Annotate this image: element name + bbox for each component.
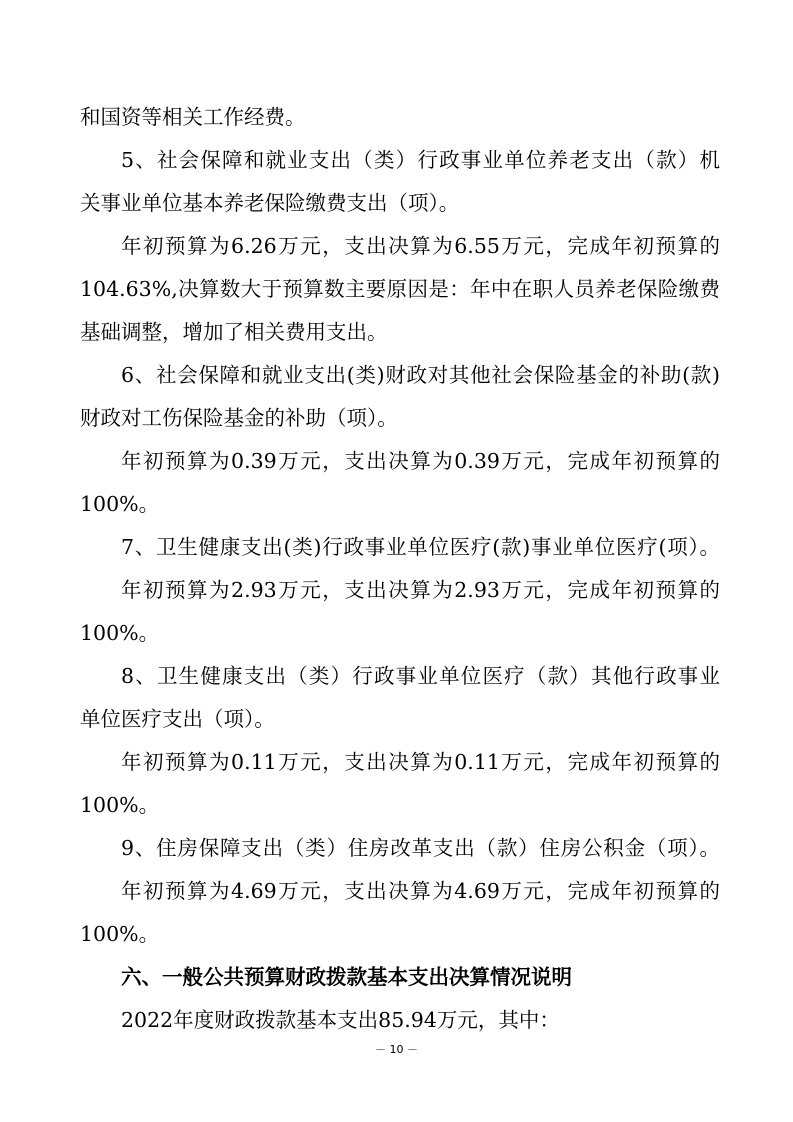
item-6-title-line-1: 6、社会保障和就业支出(类)财政对其他社会保险基金的补助(款): [121, 363, 720, 387]
item-7-budget-line-2: 100%。: [80, 621, 160, 645]
item-6-budget-line-2: 100%。: [80, 492, 160, 516]
item-5-budget-line-2: 104.63%,决算数大于预算数主要原因是：年中在职人员养老保险缴费: [80, 277, 720, 301]
section-intro-line: 2022年度财政拨款基本支出85.94万元，其中：: [121, 1008, 560, 1032]
item-9-budget-line-1: 年初预算为4.69万元，支出决算为4.69万元，完成年初预算的: [121, 879, 720, 903]
item-6-title-line-2: 财政对工伤保险基金的补助（项）。: [80, 406, 398, 430]
section-heading: 六、一般公共预算财政拨款基本支出决算情况说明: [121, 965, 572, 989]
item-5-budget-line-1: 年初预算为6.26万元，支出决算为6.55万元，完成年初预算的: [121, 234, 720, 258]
item-6-budget-line-1: 年初预算为0.39万元，支出决算为0.39万元，完成年初预算的: [121, 449, 720, 473]
page-number: － 10 －: [375, 1043, 418, 1056]
item-7-title-line: 7、卫生健康支出(类)行政事业单位医疗(款)事业单位医疗(项）。: [121, 535, 720, 559]
item-5-title-line-2: 关事业单位基本养老保险缴费支出（项）。: [80, 191, 460, 215]
item-8-budget-line-2: 100%。: [80, 793, 160, 817]
item-8-title-line-1: 8、卫生健康支出（类）行政事业单位医疗（款）其他行政事业: [121, 664, 720, 688]
paragraph-line: 和国资等相关工作经费。: [80, 105, 306, 129]
item-8-title-line-2: 单位医疗支出（项）。: [80, 707, 275, 731]
item-7-budget-line-1: 年初预算为2.93万元，支出决算为2.93万元，完成年初预算的: [121, 578, 720, 602]
item-9-budget-line-2: 100%。: [80, 922, 160, 946]
item-5-title-line-1: 5、社会保障和就业支出（类）行政事业单位养老支出（款）机: [121, 148, 720, 172]
item-5-budget-line-3: 基础调整，增加了相关费用支出。: [80, 320, 388, 344]
item-9-title-line: 9、住房保障支出（类）住房改革支出（款）住房公积金（项）。: [121, 836, 720, 860]
item-8-budget-line-1: 年初预算为0.11万元，支出决算为0.11万元，完成年初预算的: [121, 750, 720, 774]
